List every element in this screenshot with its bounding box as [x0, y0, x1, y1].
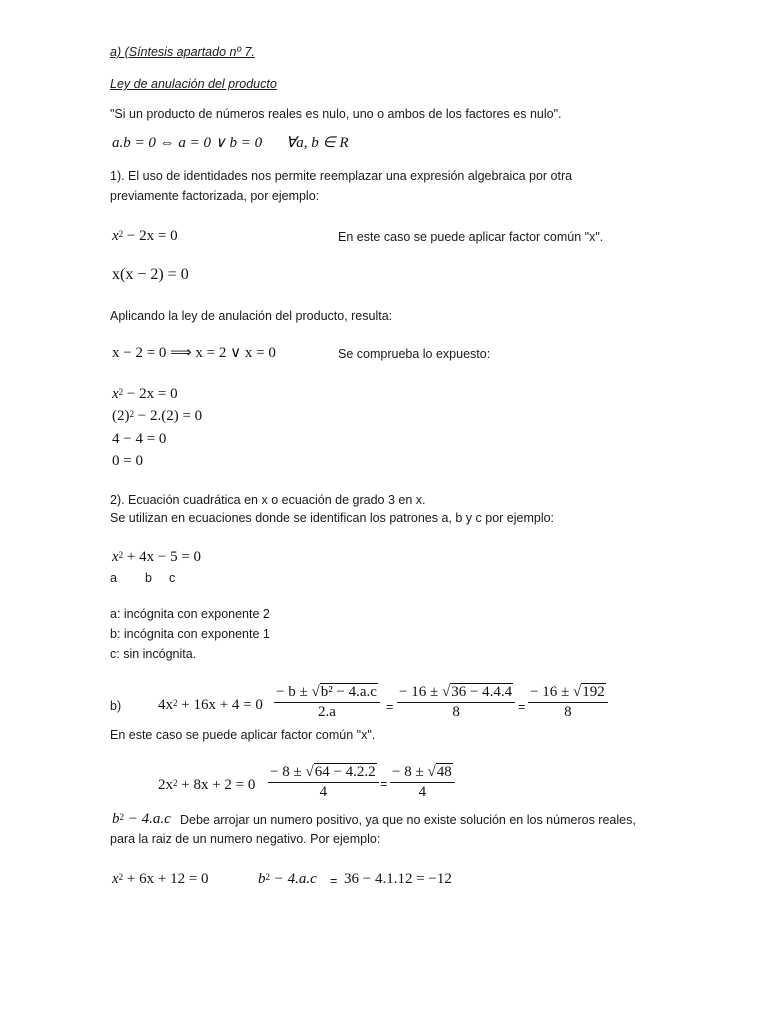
equation-7-discriminant: $b^2 - 4.a.c$ [258, 871, 317, 887]
check-label: Se comprueba lo expuesto: [338, 347, 491, 361]
equation-5: $4x^2 + 16x + 4 = 0$ [158, 697, 263, 713]
discriminant-note-line-1: Debe arrojar un numero positivo, ya que no existe solución en los números reales, [180, 813, 636, 827]
check-step-2: $(2)^2 - 2.(2) = 0$ [112, 408, 203, 424]
discriminant-expression: $b^2 - 4.a.c$ [112, 811, 171, 827]
note-factor-common-2: En este caso se puede aplicar factor común "x". [110, 728, 376, 742]
formula-6b: $\frac{- 8 \pm √48}{4}$ [390, 764, 455, 801]
subheading: Ley de anulación del producto [110, 77, 277, 91]
discriminant-note-line-2: para la raiz de un numero negativo. Por ejemplo: [110, 832, 381, 846]
rule-formula: a.b = 0 ⇔ a = 0 ∨ b = 0 [112, 135, 263, 151]
rule-quote: "Si un producto de números reales es nulo, uno o ambos de los factores es nulo". [110, 107, 562, 121]
pattern-label-c: c [169, 571, 176, 585]
equals-sign-3: = [380, 777, 388, 791]
rule-forall: ∀a, b ∈ R [286, 135, 349, 151]
simplified-formula: $\frac{- 16 \pm √192}{8}$ [528, 684, 608, 721]
paragraph-2-line-1: 2). Ecuación cuadrática en x o ecuación de grado 3 en x. [110, 493, 426, 507]
equals-sign-4: = [330, 874, 338, 888]
equation-7: $x^2 + 6x + 12 = 0$ [112, 871, 209, 887]
pattern-label-a: a [110, 571, 117, 585]
check-step-4: 0 = 0 [112, 453, 143, 469]
paragraph-2-line-2: Se utilizan en ecuaciones donde se identifican los patrones a, b y c por ejemplo: [110, 511, 555, 525]
note-factor-common: En este caso se puede aplicar factor común "x". [338, 230, 604, 244]
equals-sign-1: = [386, 700, 394, 714]
substituted-formula: $\frac{- 16 \pm √36 - 4.4.4}{8}$ [397, 684, 515, 721]
formula-6a: $\frac{- 8 \pm √64 - 4.2.2}{4}$ [268, 764, 379, 801]
heading: a) (Síntesis apartado nº 7. [110, 45, 255, 59]
equals-sign-2: = [518, 700, 526, 714]
equation-6: $2x^2 + 8x + 2 = 0$ [158, 777, 256, 793]
pattern-label-b: b [145, 571, 152, 585]
equation-2: x(x − 2) = 0 [112, 266, 189, 283]
quadratic-formula: $\frac{\text{− b ± √b² − 4.a.c}}{2.a}$ [274, 684, 380, 721]
equation-7-result: 36 − 4.1.12 = −12 [344, 871, 452, 887]
definition-b: b: incógnita con exponente 1 [110, 627, 270, 641]
item-b-label: b) [110, 699, 122, 713]
check-step-1: $x^2 - 2x = 0$ [112, 386, 178, 402]
equation-1: $x^2 - 2x = 0$ [112, 228, 178, 244]
apply-law-line: Aplicando la ley de anulación del producto, resulta: [110, 309, 393, 323]
equation-3: x − 2 = 0 ⟹ x = 2 ∨ x = 0 [112, 345, 276, 361]
check-step-3: 4 − 4 = 0 [112, 431, 167, 447]
paragraph-1-line-1: 1). El uso de identidades nos permite reemplazar una expresión algebraica por otra [110, 169, 573, 183]
paragraph-1-line-2: previamente factorizada, por ejemplo: [110, 189, 320, 203]
definition-c: c: sin incógnita. [110, 647, 197, 661]
equation-4: $x^2 + 4x - 5 = 0$ [112, 549, 202, 565]
definition-a: a: incógnita con exponente 2 [110, 607, 270, 621]
